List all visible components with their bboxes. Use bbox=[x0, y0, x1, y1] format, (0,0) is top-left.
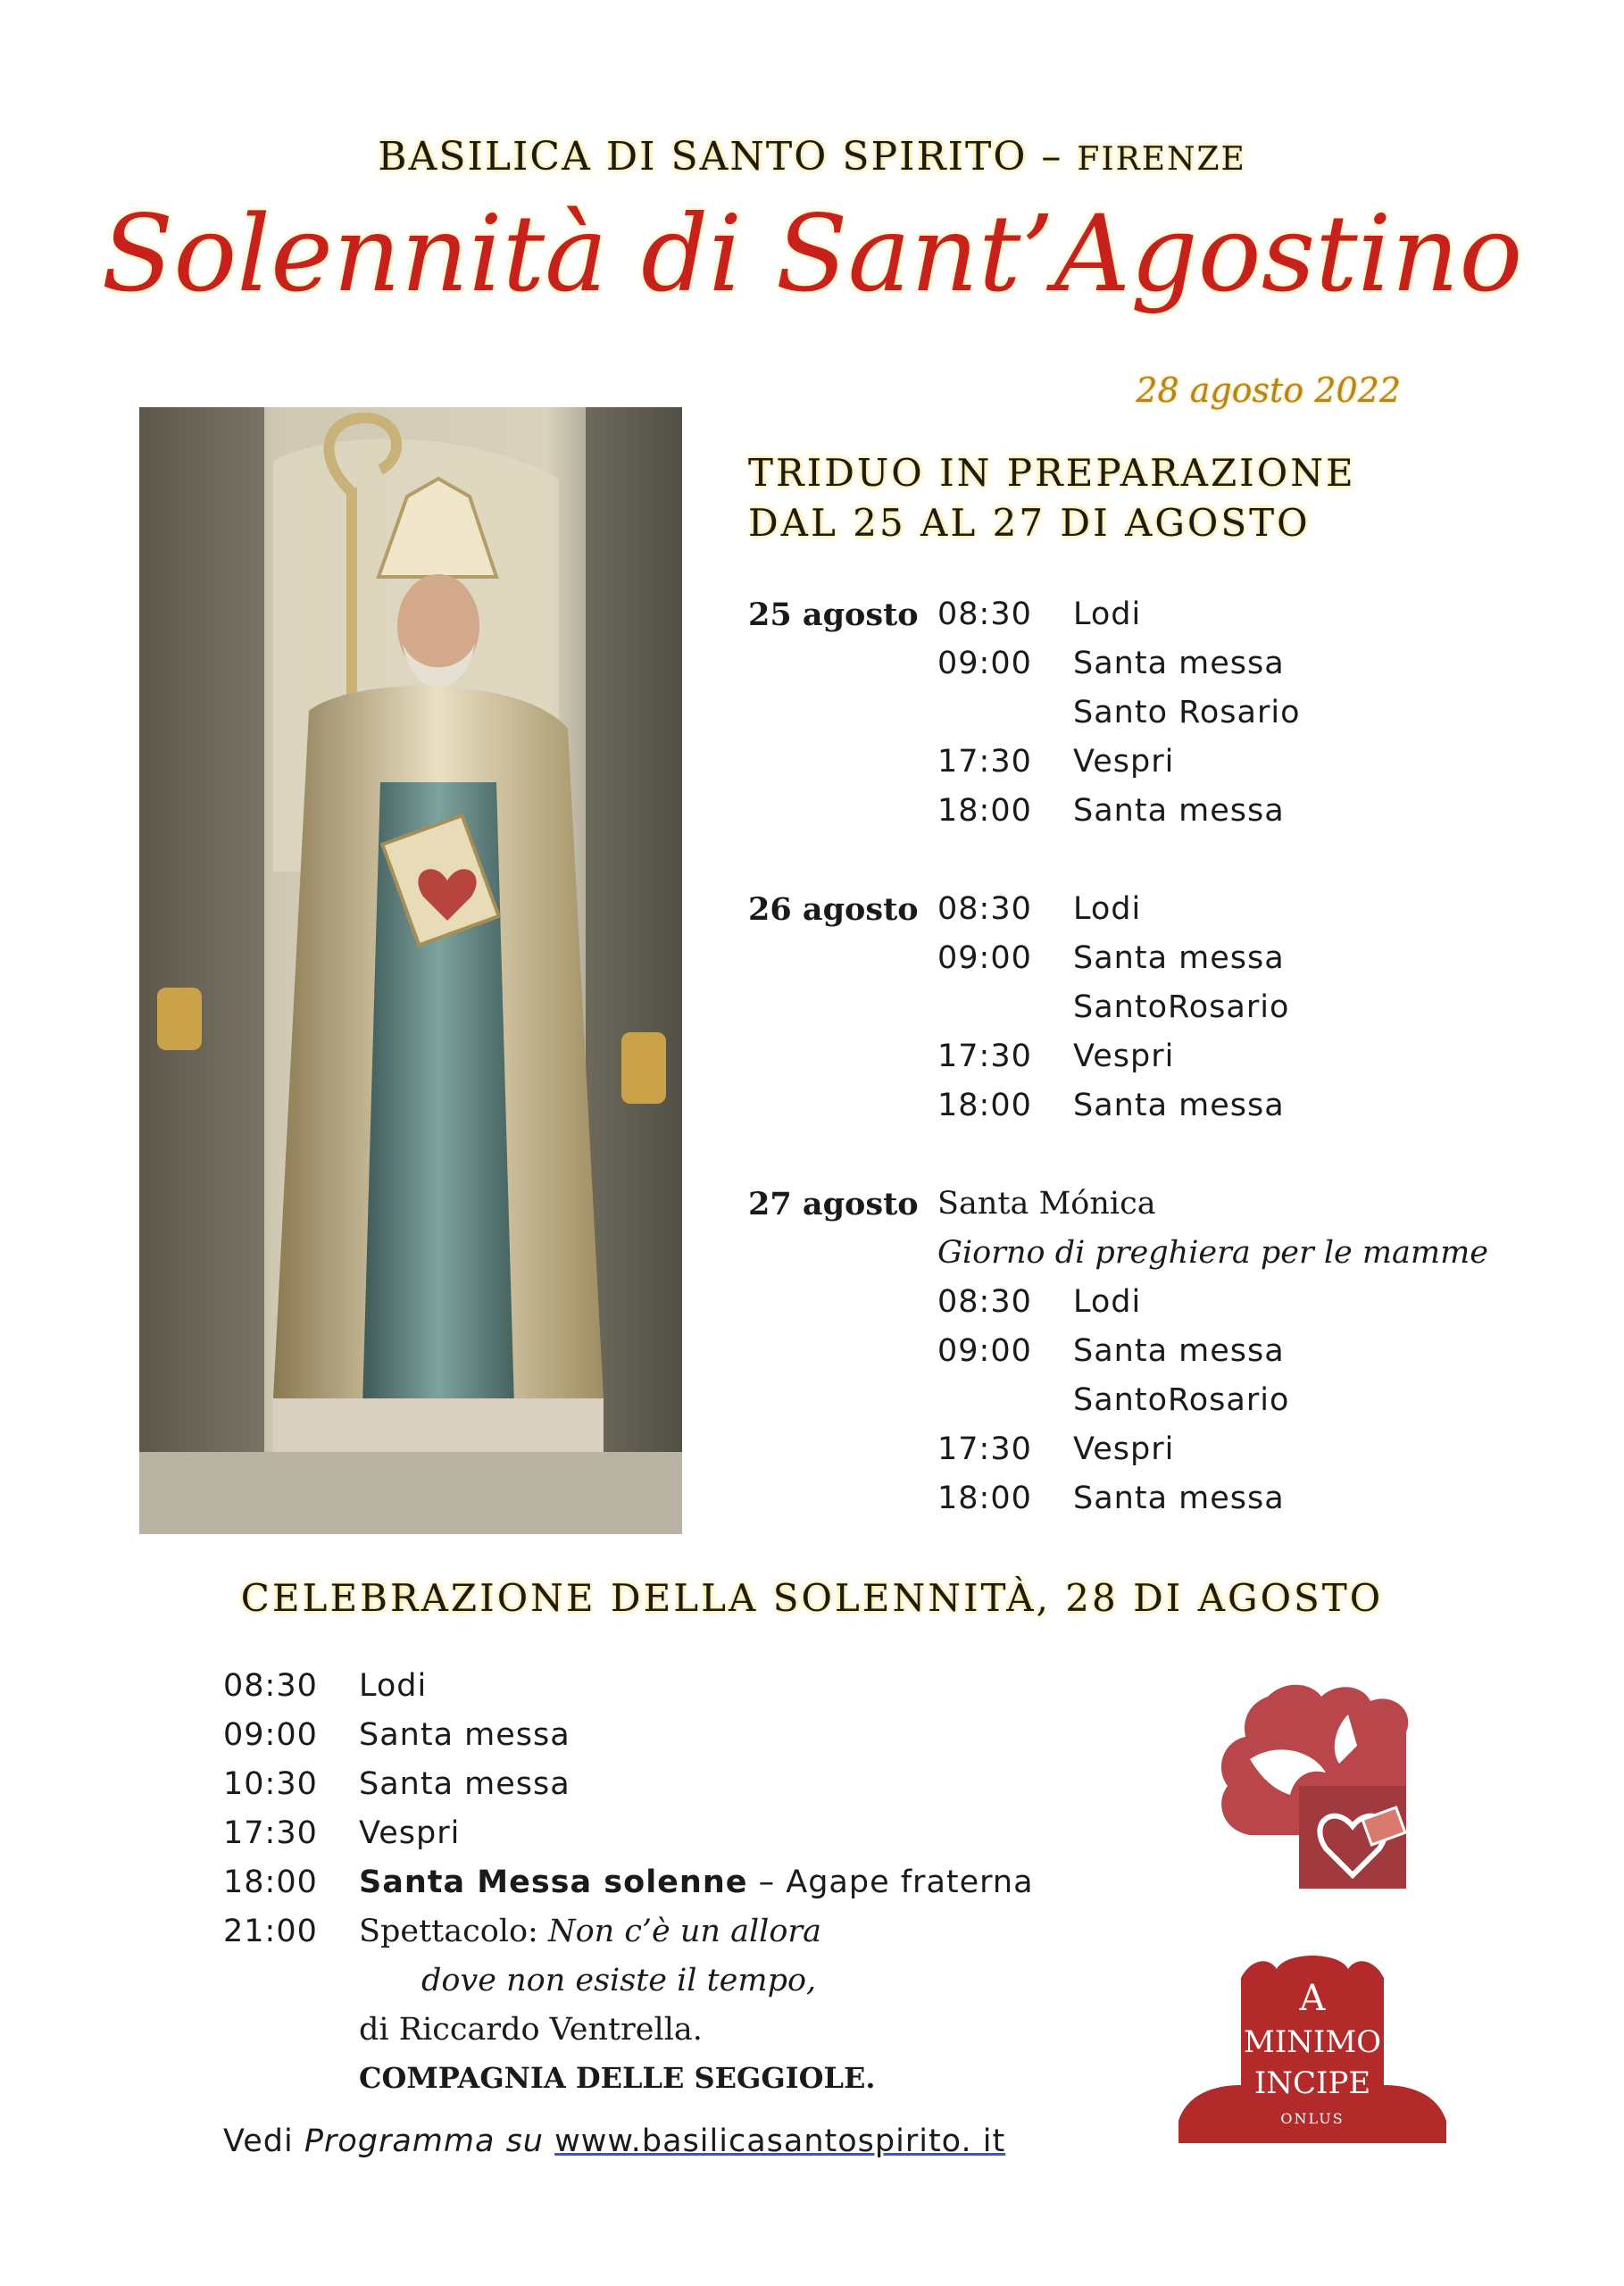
triduo-heading-line2: DAL 25 AL 27 DI AGOSTO bbox=[748, 501, 1311, 545]
logo-word-onlus: ONLUS bbox=[1280, 2110, 1345, 2127]
day-note: Giorno di preghiera per le mamme bbox=[937, 1235, 1488, 1271]
day-label: 26 agosto bbox=[748, 891, 919, 928]
entry-event: Lodi bbox=[1073, 1284, 1142, 1320]
entry-time: 18:00 bbox=[937, 1088, 1032, 1123]
entry-event: Santa messa bbox=[1073, 1088, 1285, 1123]
website-link[interactable]: www.basilicasantospirito. it bbox=[554, 2123, 1006, 2159]
entry-event: SantoRosario bbox=[1073, 1382, 1290, 1418]
entry-time: 08:30 bbox=[937, 597, 1032, 632]
entry-time: 08:30 bbox=[937, 891, 1032, 927]
day-label: 27 agosto bbox=[748, 1186, 919, 1222]
entry-event: Santa messa bbox=[1073, 940, 1285, 976]
entry-time: 18:00 bbox=[937, 793, 1032, 829]
show-company: COMPAGNIA DELLE SEGGIOLE. bbox=[359, 2061, 876, 2095]
entry-time: 17:30 bbox=[937, 1431, 1032, 1467]
saint-name: Santa Mónica bbox=[937, 1186, 1156, 1222]
triduo-heading-line1: TRIDUO IN PREPARAZIONE bbox=[748, 451, 1356, 495]
entry-event: Santa messa bbox=[1073, 1481, 1285, 1516]
entry-event: Santo Rosario bbox=[1073, 695, 1301, 730]
solennita-heading: CELEBRAZIONE DELLA SOLENNITÀ, 28 DI AGOSTO bbox=[240, 1576, 1384, 1620]
day-label: 25 agosto bbox=[748, 597, 919, 633]
heading-dash: – bbox=[1041, 134, 1063, 179]
basilica-name: BASILICA DI SANTO SPIRITO bbox=[378, 134, 1028, 179]
entry-time: 08:30 bbox=[223, 1668, 318, 1704]
entry-event: Santa messa bbox=[1073, 646, 1285, 681]
entry-time: 17:30 bbox=[937, 744, 1032, 780]
city-name: FIRENZE bbox=[1077, 141, 1246, 178]
entry-time: 09:00 bbox=[937, 940, 1032, 976]
entry-time: 18:00 bbox=[223, 1865, 318, 1900]
entry-time: 09:00 bbox=[223, 1717, 318, 1753]
entry-event: Vespri bbox=[1073, 744, 1175, 780]
entry-event: Lodi bbox=[1073, 891, 1142, 927]
entry-time: 17:30 bbox=[937, 1039, 1032, 1074]
solemn-mass-label: Santa Messa solenne bbox=[359, 1865, 748, 1900]
footer-line bbox=[223, 2123, 1005, 2159]
show-prefix: Spettacolo: bbox=[359, 1914, 548, 1949]
entry-event: Santa messa bbox=[359, 1717, 570, 1753]
entry-event: Vespri bbox=[359, 1815, 461, 1851]
logo-word-minimo: MINIMO bbox=[1243, 2024, 1382, 2060]
entry-event: SantoRosario bbox=[1073, 989, 1290, 1025]
entry-event: Santa messa bbox=[1073, 1333, 1285, 1369]
solemn-mass-entry bbox=[359, 1865, 1034, 1900]
augustinian-emblem-logo bbox=[1214, 1679, 1428, 1893]
entry-event: Lodi bbox=[359, 1668, 428, 1704]
footer-prefix: Vedi bbox=[223, 2123, 304, 2159]
entry-time: 18:00 bbox=[937, 1481, 1032, 1516]
entry-event: Vespri bbox=[1073, 1039, 1175, 1074]
entry-time: 08:30 bbox=[937, 1284, 1032, 1320]
show-title-line2: dove non esiste il tempo, bbox=[421, 1963, 817, 1998]
page-title: Solennità di Sant’Agostino bbox=[101, 192, 1523, 315]
entry-time: 17:30 bbox=[223, 1815, 318, 1851]
entry-event: Vespri bbox=[1073, 1431, 1175, 1467]
footer-programma: Programma bbox=[304, 2123, 496, 2159]
a-minimo-incipe-logo bbox=[1178, 1951, 1446, 2143]
show-entry bbox=[359, 1914, 821, 1949]
show-author: di Riccardo Ventrella. bbox=[359, 2012, 703, 2048]
entry-time: 09:00 bbox=[937, 1333, 1032, 1369]
footer-su: su bbox=[495, 2123, 555, 2159]
event-date: 28 agosto 2022 bbox=[1136, 371, 1401, 410]
show-title-line1: Non c’è un allora bbox=[547, 1914, 822, 1949]
entry-event: Santa messa bbox=[359, 1766, 570, 1802]
agape-label: – Agape fraterna bbox=[747, 1865, 1034, 1900]
entry-time: 21:00 bbox=[223, 1914, 318, 1949]
entry-time: 09:00 bbox=[937, 646, 1032, 681]
entry-time: 10:30 bbox=[223, 1766, 318, 1802]
logo-word-incipe: INCIPE bbox=[1253, 2065, 1371, 2101]
entry-event: Santa messa bbox=[1073, 793, 1285, 829]
logo-letter-a: A bbox=[1299, 1978, 1326, 2019]
entry-event: Lodi bbox=[1073, 597, 1142, 632]
